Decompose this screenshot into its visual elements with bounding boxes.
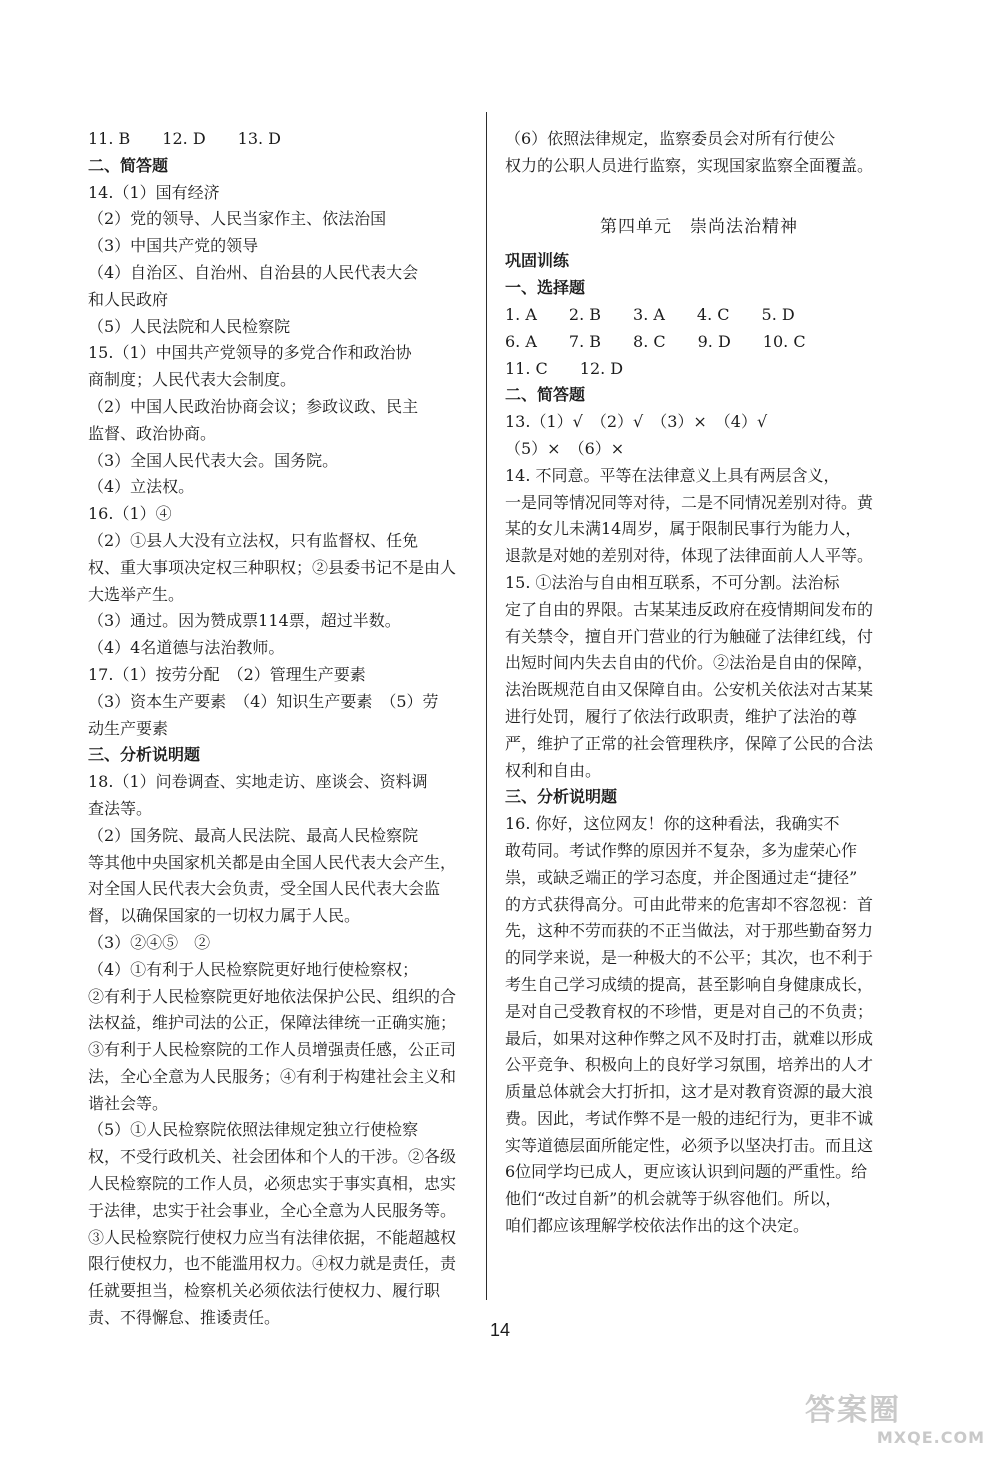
text-line: 的方式获得高分。可由此带来的危害却不容忽视：首 xyxy=(505,894,874,914)
text-line: （3）通过。因为赞成票114票，超过半数。 xyxy=(88,611,401,631)
text-line: ③人民检察院行使权力应当有法律依据，不能超越权 xyxy=(88,1227,457,1247)
text-line: 权、重大事项决定权三种职权；②县委书记不是由人 xyxy=(88,557,457,577)
text-line: 对全国人民代表大会负责，受全国人民代表大会监 xyxy=(88,879,441,899)
text-line: 的同学来说，是一种极大的不公平；其次，也不利于 xyxy=(505,948,874,968)
text-line: （4）①有利于人民检察院更好地行使检察权； xyxy=(88,959,419,979)
text-line: （3）全国人民代表大会。国务院。 xyxy=(88,450,339,470)
text-line: 巩固训练 xyxy=(505,251,570,271)
text-line: （4）4名道德与法治教师。 xyxy=(88,638,285,658)
text-line: 动生产要素 xyxy=(88,718,169,738)
text-line: （5）人民法院和人民检察院 xyxy=(88,316,291,336)
watermark-logo xyxy=(805,1394,985,1454)
text-line: （3）资本生产要素 （4）知识生产要素 （5）劳 xyxy=(88,691,439,711)
text-line: 任就要担当，检察机关必须依法行使权力、履行职 xyxy=(88,1281,441,1301)
text-line: 6. A 7. B 8. C 9. D 10. C xyxy=(505,331,806,351)
text-line: 13.（1）√ （2）√ （3）× （4）√ xyxy=(505,412,768,432)
text-line: 于法律，忠实于社会事业，全心全意为人民服务等。 xyxy=(88,1200,457,1220)
text-line: 人民检察院的工作人员，必须忠实于事实真相，忠实 xyxy=(88,1174,457,1194)
text-line: （6）依照法律规定，监察委员会对所有行使公 xyxy=(505,129,836,148)
text-line: 大选举产生。 xyxy=(88,584,185,604)
text-line: 有关禁令，擅自开门营业的行为触碰了法律红线，付 xyxy=(505,626,874,646)
right-column xyxy=(505,126,893,1240)
text-line: 一是同等情况同等对待，二是不同情况差别对待。黄 xyxy=(505,492,874,512)
text-line: 进行处罚，履行了依法行政职责，维护了法治的尊 xyxy=(505,706,858,726)
text-line: 退款是对她的差别对待，体现了法律面前人人平等。 xyxy=(505,546,874,566)
watermark-logo-text: 答案圈 xyxy=(805,1393,901,1428)
text-line: 查法等。 xyxy=(88,798,153,818)
text-line: （2）国务院、最高人民法院、最高人民检察院 xyxy=(88,825,419,845)
text-line: 11. B 12. D 13. D xyxy=(88,129,282,148)
spacer xyxy=(505,180,893,207)
unit-title: 第四单元 崇尚法治精神 xyxy=(600,217,798,238)
text-line: 最后，如果对这种作弊之风不及时打击，就难以形成 xyxy=(505,1028,874,1048)
text-line: 责、不得懈怠、推诿责任。 xyxy=(88,1308,281,1328)
text-line: 权力的公职人员进行监察，实现国家监察全面覆盖。 xyxy=(505,155,874,175)
text-line: 严，维护了正常的社会管理秩序，保障了公民的合法 xyxy=(505,733,874,753)
column-divider xyxy=(486,112,487,1300)
right-top-block xyxy=(505,126,893,180)
text-line: 是对自己受教育权的不珍惜，更是对自己的不负责； xyxy=(505,1001,874,1021)
text-line: （4）立法权。 xyxy=(88,477,195,497)
text-line: 祟，或缺乏端正的学习态度，并企图通过走“捷径” xyxy=(505,867,858,887)
text-line: ③有利于人民检察院的工作人员增强责任感，公正司 xyxy=(88,1040,457,1060)
text-line: 18.（1）问卷调查、实地走访、座谈会、资料调 xyxy=(88,772,428,792)
text-line: 敢苟同。考试作弊的原因并不复杂，多为虚荣心作 xyxy=(505,840,858,860)
text-line: 6位同学均已成人，更应该认识到问题的严重性。给 xyxy=(505,1162,868,1182)
text-line: 三、分析说明题 xyxy=(88,745,201,765)
text-line: 督，以确保国家的一切权力属于人民。 xyxy=(88,906,361,926)
text-line: 限行使权力，也不能滥用权力。④权力就是责任，责 xyxy=(88,1254,457,1274)
text-line: 三、分析说明题 xyxy=(505,787,618,807)
text-line: 法，全心全意为人民服务；④有利于构建社会主义和 xyxy=(88,1066,457,1086)
text-line: （2）中国人民政治协商会议；参政议政、民主 xyxy=(88,396,419,416)
text-line: （2）①县人大没有立法权，只有监督权、任免 xyxy=(88,530,419,550)
text-line: 等其他中央国家机关都是由全国人民代表大会产生， xyxy=(88,852,457,872)
page-number: 14 xyxy=(489,1320,511,1340)
text-line: （5）①人民检察院依照法律规定独立行使检察 xyxy=(88,1120,419,1140)
text-line: 费。因此，考试作弊不是一般的违纪行为，更非不诚 xyxy=(505,1108,874,1128)
text-line: 一、选择题 xyxy=(505,278,586,298)
text-line: 16.（1）④ xyxy=(88,504,172,524)
text-line: 法治既规范自由又保障自由。公安机关依法对古某某 xyxy=(505,680,874,700)
left-column xyxy=(88,126,472,1332)
text-line: 1. A 2. B 3. A 4. C 5. D xyxy=(505,304,795,324)
text-line: 14.（1）国有经济 xyxy=(88,182,220,202)
text-line: 先，这种不劳而获的不正当做法，对于那些勤奋努力 xyxy=(505,921,874,941)
text-line: （3）中国共产党的领导 xyxy=(88,236,259,256)
text-line: 17.（1）按劳分配 （2）管理生产要素 xyxy=(88,664,366,684)
right-bottom-block xyxy=(505,248,893,1239)
text-line: 他们“改过自新”的机会就等于纵容他们。所以， xyxy=(505,1189,842,1209)
text-line: （5）× （6）× xyxy=(505,438,625,458)
text-line: 14. 不同意。平等在法律意义上具有两层含义， xyxy=(505,465,840,485)
text-line: 某的女儿未满14周岁，属于限制民事行为能力人， xyxy=(505,519,862,539)
text-line: 质量总体就会大打折扣，这才是对教育资源的最大浪 xyxy=(505,1082,874,1102)
watermark-url: MXQE.COM xyxy=(876,1428,985,1447)
text-line: 11. C 12. D xyxy=(505,358,624,378)
text-line: 和人民政府 xyxy=(88,289,169,309)
text-line: 16. 你好，这位网友！你的这种看法，我确实不 xyxy=(505,814,840,834)
text-line: 考生自己学习成绩的提高，甚至影响自身健康成长， xyxy=(505,974,874,994)
text-line: 权，不受行政机关、社会团体和个人的干涉。②各级 xyxy=(88,1147,457,1167)
text-line: （3）②④⑤ ② xyxy=(88,932,211,952)
text-line: （4）自治区、自治州、自治县的人民代表大会 xyxy=(88,262,419,282)
text-line: 权利和自由。 xyxy=(505,760,602,780)
text-line: 法权益，维护司法的公正，保障法律统一正确实施； xyxy=(88,1013,457,1033)
text-line: 公平竞争、积极向上的良好学习氛围，培养出的人才 xyxy=(505,1055,874,1075)
text-line: （2）党的领导、人民当家作主、依法治国 xyxy=(88,209,387,229)
text-line: 咱们都应该理解学校依法作出的这个决定。 xyxy=(505,1216,810,1236)
text-line: 15.（1）中国共产党领导的多党合作和政治协 xyxy=(88,343,412,363)
text-line: 监督、政治协商。 xyxy=(88,423,217,443)
text-line: 实等道德层面所能定性，必须予以坚决打击。而且这 xyxy=(505,1135,874,1155)
text-line: 二、简答题 xyxy=(88,155,169,175)
text-line: 定了自由的界限。古某某违反政府在疫情期间发布的 xyxy=(505,599,874,619)
text-line: 出短时间内失去自由的代价。②法治是自由的保障， xyxy=(505,653,874,673)
text-line: 15. ①法治与自由相互联系，不可分割。法治标 xyxy=(505,572,840,592)
text-line: 谐社会等。 xyxy=(88,1093,169,1113)
text-line: ②有利于人民检察院更好地依法保护公民、组织的合 xyxy=(88,986,457,1006)
text-line: 二、简答题 xyxy=(505,385,586,405)
text-line: 商制度；人民代表大会制度。 xyxy=(88,370,297,390)
